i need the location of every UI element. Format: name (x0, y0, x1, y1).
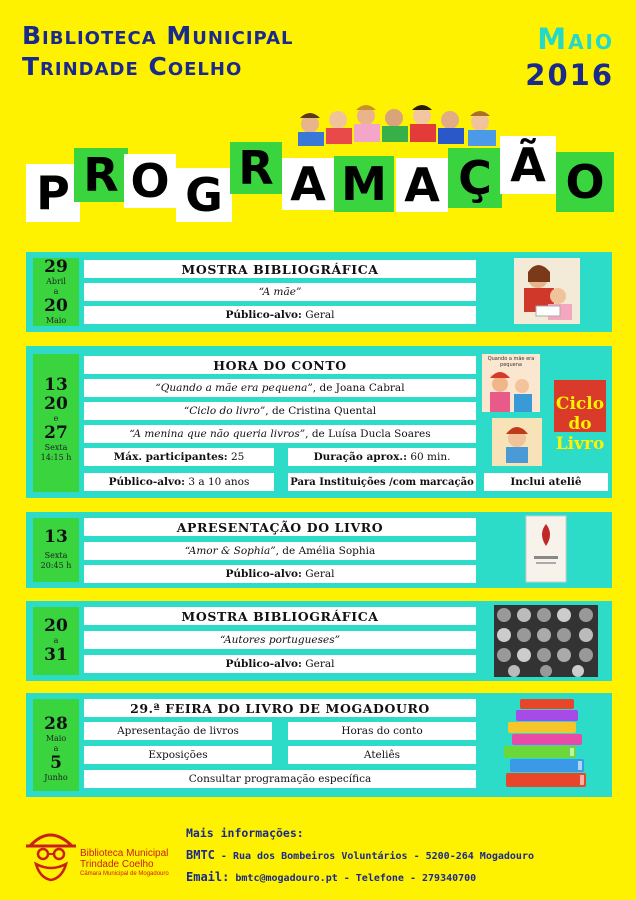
audience-value: 3 a 10 anos (188, 476, 250, 488)
story-title: “Ciclo do livro” (183, 405, 266, 417)
book-cover-menina-livros (492, 418, 542, 466)
logo-line-2: Trindade Coelho (80, 859, 154, 870)
trindade-coelho-logo-icon (24, 826, 78, 882)
portuguese-authors-collage (494, 605, 598, 677)
date-day: 20 (44, 616, 68, 636)
banner-letter-8: A (396, 158, 448, 212)
date-day: 13 (44, 527, 68, 547)
max-value: 25 (230, 451, 245, 463)
event-audience (84, 565, 476, 583)
programacao-banner (20, 128, 620, 228)
story-author: , de Cristina Quental (265, 405, 377, 417)
book-cover-ciclo-livro (554, 380, 606, 454)
book-stack-image (498, 697, 594, 793)
logo-line-3: Câmara Municipal de Mogadouro (80, 871, 169, 877)
date-block (33, 258, 79, 326)
logo-line-1: Biblioteca Municipal (80, 848, 169, 859)
banner-letter-5: R (230, 142, 282, 194)
date-day: 13 (44, 375, 68, 395)
date-month: Junho (44, 773, 68, 782)
banner-letter-7: M (334, 156, 394, 212)
month-label: Maio (537, 22, 614, 56)
audience-label: Público-alvo: (225, 658, 302, 670)
section-autores-portugueses (26, 601, 612, 681)
fair-item: Ateliês (288, 746, 476, 764)
audience-value: Geral (305, 658, 335, 670)
section-mostra-mae (26, 252, 612, 332)
audience-value: Geral (305, 568, 335, 580)
date-day: 29 (44, 257, 68, 277)
banner-letter-10: Ã (500, 136, 556, 194)
audience-label: Público-alvo: (108, 476, 185, 488)
audience-label: Público-alvo: (225, 309, 302, 321)
event-audience (84, 306, 476, 324)
date-separator: e (53, 414, 59, 423)
date-time: 20:45 h (40, 561, 72, 570)
institutions-note: Para Instituições /com marcação (288, 473, 476, 491)
story-title: “A menina que não queria livros” (129, 428, 306, 440)
workshop-note: Inclui ateliê (484, 473, 608, 491)
banner-letter-1: P (26, 164, 80, 222)
cover-text: Quando a mãe era pequena (487, 356, 535, 368)
date-month: Maio (45, 316, 67, 325)
date-block (33, 354, 79, 492)
banner-letter-9: Ç (448, 148, 502, 208)
section-feira-do-livro (26, 693, 612, 797)
cover-illustration (482, 368, 540, 418)
banner-letter-2: R (74, 148, 128, 202)
date-weekday: Sexta (44, 443, 68, 452)
date-block (33, 607, 79, 675)
mother-child-photo (514, 258, 580, 324)
duration-label: Duração aprox.: (313, 451, 407, 463)
fair-more-info: Consultar programação específica (84, 770, 476, 788)
date-month: Maio (45, 734, 67, 743)
date-day: 31 (44, 645, 68, 665)
date-day: 27 (44, 423, 68, 443)
date-separator: a (53, 287, 59, 296)
date-day: 28 (44, 714, 68, 734)
banner-letter-6: A (282, 158, 334, 210)
banner-letter-11: O (556, 152, 614, 212)
audience-label: Público-alvo: (225, 568, 302, 580)
event-title: HORA DO CONTO (84, 356, 476, 374)
banner-letter-4: G (176, 168, 232, 222)
cover-text: Ciclo do Livro (555, 394, 605, 454)
section-apresentacao-livro (26, 512, 612, 588)
book-author: , de Amélia Sophia (275, 545, 376, 557)
story-author: , de Luísa Ducla Soares (305, 428, 431, 440)
fair-item: Apresentação de livros (84, 722, 272, 740)
date-block (33, 699, 79, 791)
story-author: , de Joana Cabral (312, 382, 405, 394)
contact-email (186, 870, 476, 884)
address-text: - Rua dos Bombeiros Voluntários - 5200-264 Mogadouro (214, 851, 534, 862)
duration-value: 60 min. (410, 451, 451, 463)
event-title: MOSTRA BIBLIOGRÁFICA (84, 260, 476, 278)
year-label: 2016 (525, 58, 614, 92)
section-hora-do-conto (26, 346, 612, 498)
event-title: 29.ª FEIRA DO LIVRO DE MOGADOURO (84, 699, 476, 717)
library-title-line2: Trindade Coelho (22, 52, 243, 81)
event-subtitle: “Autores portugueses” (84, 631, 476, 649)
book-line (84, 542, 476, 560)
library-title-line1: Biblioteca Municipal (22, 21, 294, 50)
fair-item: Exposições (84, 746, 272, 764)
more-info-label: Mais informações: (186, 826, 304, 840)
email-value: bmtc@mogadouro.pt - Telefone - 279340700 (229, 873, 477, 884)
date-month: Abril (46, 277, 66, 286)
date-day: 5 (50, 753, 62, 773)
date-day: 20 (44, 296, 68, 316)
story-line-1 (84, 379, 476, 397)
date-separator: a (53, 636, 59, 645)
date-day: 20 (44, 394, 68, 414)
fair-item: Horas do conto (288, 722, 476, 740)
event-title: APRESENTAÇÃO DO LIVRO (84, 518, 476, 536)
date-time: 14:15 h (40, 453, 72, 462)
book-title: “Amor & Sophia” (184, 545, 276, 557)
story-title: “Quando a mãe era pequena” (155, 382, 313, 394)
banner-letter-3: O (124, 154, 176, 208)
library-title (22, 20, 293, 82)
library-logo (24, 826, 174, 886)
event-audience (84, 655, 476, 673)
event-title: MOSTRA BIBLIOGRÁFICA (84, 607, 476, 625)
amor-sophia-cover (526, 516, 566, 582)
org-name: BMTC (186, 848, 215, 862)
date-weekday: Sexta (44, 551, 68, 560)
date-separator: a (53, 744, 59, 753)
duration (288, 448, 476, 466)
max-participants (84, 448, 274, 466)
book-cover-quando-mae (482, 354, 540, 412)
contact-address (186, 848, 534, 862)
event-audience (84, 473, 274, 491)
event-subtitle: “A mãe” (84, 283, 476, 301)
story-line-3 (84, 425, 476, 443)
email-label: Email: (186, 870, 230, 884)
date-block (33, 518, 79, 582)
audience-value: Geral (305, 309, 335, 321)
story-line-2 (84, 402, 476, 420)
max-label: Máx. participantes: (113, 451, 228, 463)
